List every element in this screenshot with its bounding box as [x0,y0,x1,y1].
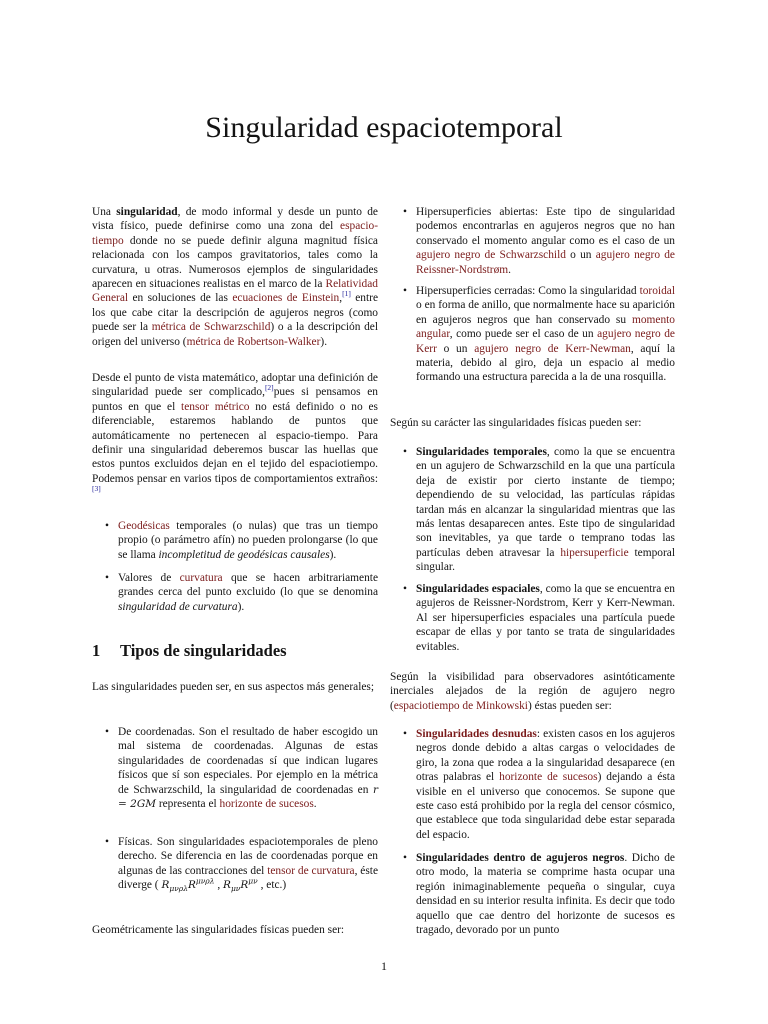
list-item-text [416,727,675,842]
link[interactable]: Singularidades desnudas [416,728,537,740]
text-run: : existen casos en los agujeros negros donde debido a altas cargas o velocidades de giro, la zona que rodea a la singularidad desaparece (en otras palabras el [416,728,675,784]
list-item-espaciales [403,582,675,654]
text-run: . [313,798,317,811]
text-run: , como la que se encuentra en un agujero de Schwarzschild en la que una partícula deja de existir por cierto instante de tiempo; dependiendo de su velocidad, las partículas rápidas tardan más en alcanzar la singularidad mientras que las más lentas desaparecen antes. Este tipo de singularidad son inevitables, ya que tarde o temprano todas las partículas deben atravesar la [416,446,675,559]
link[interactable]: métrica de Robertson-Walker [186,335,321,348]
text-run: , éste diverge ( [118,864,379,892]
text-run: , etc.) [257,879,287,892]
link[interactable]: métrica de Schwarzschild [151,321,271,334]
italic-term: incompletitud de geodésicas causales [158,548,330,561]
intro-paragraph [92,205,378,349]
link[interactable]: espaciotiempo de Minkowski [393,699,528,712]
text-run: , [339,292,343,305]
link[interactable]: toroidal [639,285,675,297]
text-run: , como la que se encuentra en agujeros de Reissner-Nordstrom, Kerr y Kerr-Newman. Al ser hipersuperficies espaciales una partícula puede escapar de ellas y por tanto se trata de singularidades evitables. [416,583,675,653]
bullet-icon: • [403,206,407,218]
text-run: , como puede ser el caso de un [449,328,598,341]
list-item-curvatura [105,571,379,614]
geometric-paragraph [92,923,378,937]
link[interactable]: Geodésicas [118,520,170,532]
text-run: , aquí la materia, debido al giro, deja un espacio al medio formando una estructura parecida a la de una rosquilla. [416,342,676,384]
text-run: en soluciones de las [128,292,233,305]
bold-term: Singularidades dentro de agujeros negros [416,852,625,864]
list-item-text [416,284,675,385]
bullet-icon: • [403,583,407,595]
list-item-dentro-agujeros [403,851,675,937]
text-run: ) éstas pueden ser: [527,699,612,712]
text-run: ) o a la descripción del origen del universo ( [92,321,378,348]
bullet-icon: • [403,446,407,458]
text-run: , [214,879,224,892]
bold-term: Singularidades espaciales [416,583,540,595]
text-run: entre los que cabe citar la descripción de agujeros negros (como puede ser la [92,292,379,334]
math-expression: $R_{\mu\nu}R^{\mu\nu}$ [223,876,258,894]
section-title: Tipos de singularidades [120,641,287,660]
bold-term: Singularidades temporales [416,446,547,458]
math-definition-paragraph [92,371,378,501]
text-run: o un [565,249,596,262]
text-run: representa el [155,798,220,811]
italic-term: singularidad de curvatura [118,600,238,613]
link[interactable]: agujero negro de Reissner-Nordstrøm [416,249,675,276]
text-run: pues si pensamos en puntos en que el [92,386,378,413]
text-run: Físicas. Son singularidades espaciotemporales de pleno derecho. Se diferencia en las de coordenadas porque en algunas de las contracciones del [118,836,378,877]
link[interactable]: horizonte de sucesos [219,798,314,811]
text-run: Según la visibilidad para observadores asintóticamente inerciales alejados de la región de agujero negro ( [390,671,675,712]
text-run: que se hacen arbitrariamente grandes cerca del punto excluido (lo que se denomina [118,572,379,599]
list-item-coordenadas [105,725,378,811]
text-run: no está definido o no es diferenciable, estaremos hablando de puntos que automáticamente no pertenecen al espacio-tiempo. Para definir una singularidad deberemos buscar las huellas que estos puntos excluidos dejan en el tejido del espaciotiempo. Podemos pensar en varios tipos de comportamientos extraños: [92,400,378,485]
link[interactable]: Relatividad General [92,278,378,305]
list-item-text [118,835,378,893]
link[interactable]: tensor de curvatura [267,864,355,877]
text-run: Geométricamente las singularidades físicas pueden ser: [92,924,345,936]
text-run: Según su carácter las singularidades físicas pueden ser: [390,417,642,429]
list-item-geodesicas [105,519,378,562]
text-run: donde no se puede definir alguna magnitud física relacionada con los campos gravitatorios, tales como la curvatura, u otras. Numerosos ejemplos de singularidades aparecen en situaciones realistas en el marco de la [92,234,378,291]
text-run: temporal singular. [416,546,675,574]
text-run: Las singularidades pueden ser, en sus aspectos más generales; [92,681,375,693]
link[interactable]: ecuaciones de Einstein [232,292,340,305]
citation-ref[interactable]: [2] [264,383,274,393]
text-run: ) dejando a ésta visible en el universo que conocemos. Se supone que este caso está prohibido por la regla del censor cósmico, que establece que toda singularidad debe estar separada del espacio. [416,771,675,841]
bullet-icon: • [105,836,109,848]
link[interactable]: agujero negro de Kerr-Newman [474,342,631,355]
page-number: 1 [381,959,387,973]
link[interactable]: curvatura [179,572,223,584]
text-run: Hipersuperficies abiertas: Este tipo de singularidad podemos encontrarlas en agujeros negros que no han conservado el momento angular como es el caso de un [416,206,675,247]
types-intro-paragraph [92,680,378,694]
list-item-text [416,582,675,654]
list-item-text [416,205,675,277]
text-run: Una [92,206,117,218]
list-item-text [416,851,675,937]
list-item-text [416,445,675,575]
text-run: De coordenadas. Son el resultado de haber escogido un mal sistema de coordenadas. Algunas de estas singularidades de coordenadas sí que indican lugares físicos que sí son especiales. Por ejemplo en la métrica de Schwarzschild, la singularidad de coordenadas en [118,726,378,796]
text-run: ). [329,548,337,561]
link[interactable]: agujero negro de Schwarzschild [416,249,566,262]
text-run: . [508,263,512,276]
section-number: 1 [92,641,101,660]
text-run: , de modo informal y desde un punto de vista físico, puede definirse como una zona del [92,206,378,233]
text-run: Valores de [118,572,180,584]
link[interactable]: horizonte de sucesos [499,771,598,784]
text-run: o un [436,342,475,355]
bold-term: singularidad [116,206,178,218]
caracter-paragraph [390,416,675,430]
visibilidad-paragraph [390,670,675,713]
text-run: Hipersuperficies cerradas: Como la singularidad [416,285,640,297]
section-heading [92,640,378,662]
list-item-fisicas [105,835,379,894]
text-run: ). [320,335,328,348]
list-item-cerradas [403,284,676,385]
link[interactable]: agujero negro de Kerr [416,328,675,355]
text-run: . Dicho de otro modo, la materia se comprime hasta ocupar una región inimaginablemente pequeña o singular, cuya densidad en su interior resulta infinita. Es decir que todo aquello que cae dentro del horizonte de sucesos es tragado, devorado por un punto [416,852,675,937]
list-item-abiertas [403,205,675,277]
text-run: o en forma de anillo, que normalmente hace su aparición en agujeros negros que han conservado su [416,299,675,326]
citation-ref[interactable]: [1] [342,289,351,299]
citation-ref[interactable]: [3] [92,484,101,494]
bullet-icon: • [105,726,109,738]
text-run: temporales (o nulas) que tras un tiempo propio (o parámetro afín) no pueden prolongarse (lo que se llama [118,520,378,561]
list-item-text [118,571,378,614]
bullet-icon: • [105,520,109,532]
math-expression: $R_{\mu\nu\rho\lambda}R^{\mu\nu\rho\lambda}$ [161,876,215,894]
text-run: ). [237,600,245,613]
list-item-text [118,725,378,811]
document-title: Singularidad espaciotemporal [205,111,563,144]
link[interactable]: momento angular [416,313,675,341]
bullet-icon: • [105,572,109,584]
link[interactable]: hipersuperficie [560,546,629,559]
math-expression: r = 2GM [118,783,378,811]
list-item-text [118,519,378,562]
link[interactable]: espacio-tiempo [92,220,378,247]
list-item-temporales [403,445,675,575]
bullet-icon: • [403,285,407,297]
list-item-desnudas [403,727,675,842]
text-run: Desde el punto de vista matemático, adoptar una definición de singularidad puede ser complicado, [92,372,378,399]
link[interactable]: tensor métrico [181,400,250,413]
bullet-icon: • [403,728,407,740]
bullet-icon: • [403,852,407,864]
